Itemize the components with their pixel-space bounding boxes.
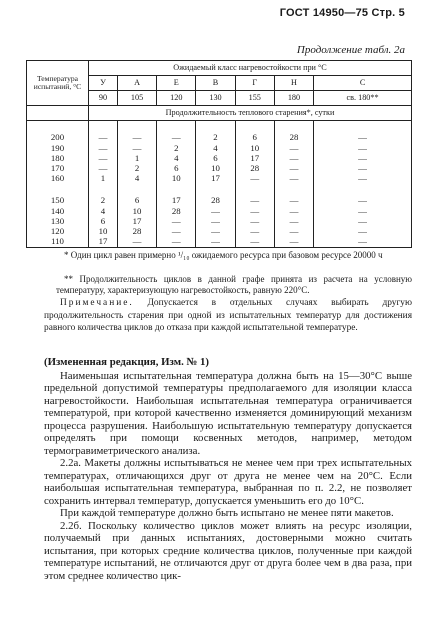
duration-cell: — — [235, 227, 274, 237]
paragraph-2-2a: 2.2а. Макеты должны испытываться не менее чем при трех испытательных температурах, отличающихся друг от друга не менее чем на 20°С. Если наибольшая испытательная температура, выбранная по п. 2.2, не позволяет сохранить интервал температур, допускается уменьшить его до 10°С. — [44, 457, 412, 507]
duration-cell: 17 — [117, 216, 156, 226]
footnote-1: * Один цикл равен примерно ¹/₁₀ ожидаемого ресурса при базовом ресурсе 20000 ч — [64, 250, 383, 260]
duration-cell: 17 — [157, 196, 196, 206]
duration-cell: 6 — [117, 196, 156, 206]
paragraph-specimens: При каждой температуре должно быть испытано не менее пяти макетов. — [60, 507, 394, 519]
table-row — [27, 237, 412, 248]
duration-cell: — — [314, 153, 412, 163]
duration-cell: 4 — [117, 174, 156, 184]
duration-cell: — — [314, 143, 412, 153]
class-temperature-cell: 90 — [89, 91, 118, 106]
duration-cell: 17 — [89, 237, 118, 248]
duration-cell: 10 — [157, 174, 196, 184]
note-text: Допускается в отдельных случаях выбирать другую продолжительность старения при одной из испытательных температур для достижения равного количества циклов до отказа при каждой испытательной температуре. — [44, 298, 412, 333]
duration-cell: — — [274, 174, 313, 184]
duration-cell: — — [196, 216, 235, 226]
duration-cell: — — [117, 237, 156, 248]
duration-cell: — — [117, 143, 156, 153]
duration-cell: 10 — [117, 206, 156, 216]
spacer-cell — [314, 121, 412, 134]
table-continuation-caption: Продолжение табл. 2а — [296, 44, 405, 56]
duration-cell: — — [314, 216, 412, 226]
duration-cell: 10 — [235, 143, 274, 153]
spacer-cell — [89, 121, 118, 134]
temperature-cell: 190 — [27, 143, 89, 153]
running-head: ГОСТ 14950—75 Стр. 5 — [279, 7, 405, 19]
duration-cell: — — [314, 174, 412, 184]
duration-cell: — — [235, 206, 274, 216]
spacer-cell — [157, 184, 196, 196]
duration-cell: 6 — [235, 133, 274, 143]
duration-cell: 4 — [89, 206, 118, 216]
duration-cell: 2 — [89, 196, 118, 206]
table-row — [27, 216, 412, 226]
duration-cell: — — [274, 196, 313, 206]
duration-cell: — — [314, 164, 412, 174]
temperature-cell: 130 — [27, 216, 89, 226]
duration-cell: 28 — [274, 133, 313, 143]
duration-cell: — — [274, 143, 313, 153]
paragraph-2-2b: 2.2б. Поскольку количество циклов может влиять на ресурс изоляции, получаемый при данных испытаниях, достоверными можно считать испытания, при которых средние количества циклов, полученные при каждой температуре испытаний, не отличаются друг от друга более чем в два раза, при этом среднее количество цик- — [44, 519, 412, 582]
class-temperature-cell: св. 180** — [314, 91, 412, 106]
class-letter-cell: У — [89, 76, 118, 91]
temperature-column-header: Температура испытаний, °С — [27, 61, 89, 106]
temperature-cell: 140 — [27, 206, 89, 216]
temperature-cell: 200 — [27, 133, 89, 143]
table-spacer-row — [27, 184, 412, 196]
table-row — [27, 133, 412, 143]
duration-cell: 17 — [235, 153, 274, 163]
duration-cell: 6 — [157, 164, 196, 174]
duration-cell: — — [274, 206, 313, 216]
body-text — [44, 356, 412, 582]
class-temperature-cell: 180 — [274, 91, 313, 106]
temperature-cell: 170 — [27, 164, 89, 174]
duration-cell: — — [314, 196, 412, 206]
spacer-cell — [314, 184, 412, 196]
duration-cell: 2 — [157, 143, 196, 153]
duration-cell: 10 — [196, 164, 235, 174]
spacer-cell — [196, 121, 235, 134]
duration-cell: — — [274, 153, 313, 163]
temperature-cell: 150 — [27, 196, 89, 206]
duration-cell: — — [314, 206, 412, 216]
duration-cell: — — [157, 237, 196, 248]
class-temperature-cell: 130 — [196, 91, 235, 106]
duration-cell: — — [196, 237, 235, 248]
duration-cell: 28 — [117, 227, 156, 237]
footnote-2: ** Продолжительность циклов в данной графе принята из расчета на условную температуру, характеризующую нагревостойкость, равную 220°С. — [56, 274, 412, 295]
table-row — [27, 206, 412, 216]
duration-cell: — — [235, 174, 274, 184]
duration-cell: — — [196, 206, 235, 216]
paragraph-min-temperature: Наименьшая испытательная температура должна быть на 15—30°С выше предельной допустимой температуры предполагаемого для изоляции класса нагревостойкости. Наибольшая испытательная температура ограничивается температурой, при которой качественно изменяется доминирующий механизм процесса разрушения. Наибольшую испытательную температуру допускается определять при помощи косвенных методов, например, методом термогравиметрического анализа. — [44, 369, 412, 457]
duration-cell: 2 — [196, 133, 235, 143]
table-row — [27, 174, 412, 184]
duration-cell: 28 — [157, 206, 196, 216]
duration-cell: 28 — [235, 164, 274, 174]
duration-cell: 10 — [89, 227, 118, 237]
duration-cell: — — [274, 237, 313, 248]
duration-cell: 17 — [196, 174, 235, 184]
class-temperature-cell: 155 — [235, 91, 274, 106]
table-row — [27, 164, 412, 174]
table-spacer-row — [27, 121, 412, 134]
table-row — [27, 143, 412, 153]
class-letter-cell: А — [117, 76, 156, 91]
spacer-cell — [274, 121, 313, 134]
duration-cell: — — [117, 133, 156, 143]
spacer-cell — [157, 121, 196, 134]
duration-cell: — — [235, 216, 274, 226]
duration-cell: — — [314, 227, 412, 237]
duration-cell: — — [89, 143, 118, 153]
duration-cell: — — [157, 216, 196, 226]
spacer-cell — [89, 184, 118, 196]
table-row — [27, 153, 412, 163]
duration-cell: 4 — [196, 143, 235, 153]
note-lead: Примечание. — [60, 298, 134, 308]
duration-cell: — — [274, 216, 313, 226]
class-letter-cell: С — [314, 76, 412, 91]
amendment-note: (Измененная редакция, Изм. № 1) — [44, 356, 210, 368]
spacer-cell — [117, 121, 156, 134]
spacer-cell — [27, 184, 89, 196]
duration-cell: — — [274, 227, 313, 237]
class-group-header: Ожидаемый класс нагревостойкости при °С — [89, 61, 412, 76]
duration-cell: 6 — [89, 216, 118, 226]
duration-cell: 1 — [89, 174, 118, 184]
duration-cell: — — [157, 133, 196, 143]
table-row — [27, 196, 412, 206]
duration-cell: 28 — [196, 196, 235, 206]
duration-header: Продолжительность теплового старения*, сутки — [89, 106, 412, 121]
spacer-cell — [196, 184, 235, 196]
duration-cell: — — [196, 227, 235, 237]
duration-cell: 4 — [157, 153, 196, 163]
duration-cell: — — [274, 164, 313, 174]
duration-cell: 6 — [196, 153, 235, 163]
duration-cell: — — [89, 164, 118, 174]
class-temperature-cell: 105 — [117, 91, 156, 106]
spacer-cell — [235, 184, 274, 196]
table-row — [27, 227, 412, 237]
spacer-cell — [235, 121, 274, 134]
temperature-cell: 180 — [27, 153, 89, 163]
table-note — [44, 297, 412, 335]
temperature-cell: 110 — [27, 237, 89, 248]
temperature-cell: 160 — [27, 174, 89, 184]
spacer-cell — [27, 121, 89, 134]
spacer-cell — [274, 184, 313, 196]
class-letter-cell: В — [196, 76, 235, 91]
empty-cell — [27, 106, 89, 121]
duration-cell: — — [314, 237, 412, 248]
class-temperature-cell: 120 — [157, 91, 196, 106]
duration-cell: — — [157, 227, 196, 237]
class-letter-cell: Г — [235, 76, 274, 91]
spacer-cell — [117, 184, 156, 196]
duration-cell: — — [314, 133, 412, 143]
class-letter-cell: Е — [157, 76, 196, 91]
duration-cell: 1 — [117, 153, 156, 163]
duration-cell: 2 — [117, 164, 156, 174]
duration-cell: — — [89, 133, 118, 143]
duration-cell: — — [235, 196, 274, 206]
temperature-cell: 120 — [27, 227, 89, 237]
class-letter-cell: Н — [274, 76, 313, 91]
duration-cell: — — [235, 237, 274, 248]
duration-cell: — — [89, 153, 118, 163]
aging-duration-table — [26, 60, 412, 248]
